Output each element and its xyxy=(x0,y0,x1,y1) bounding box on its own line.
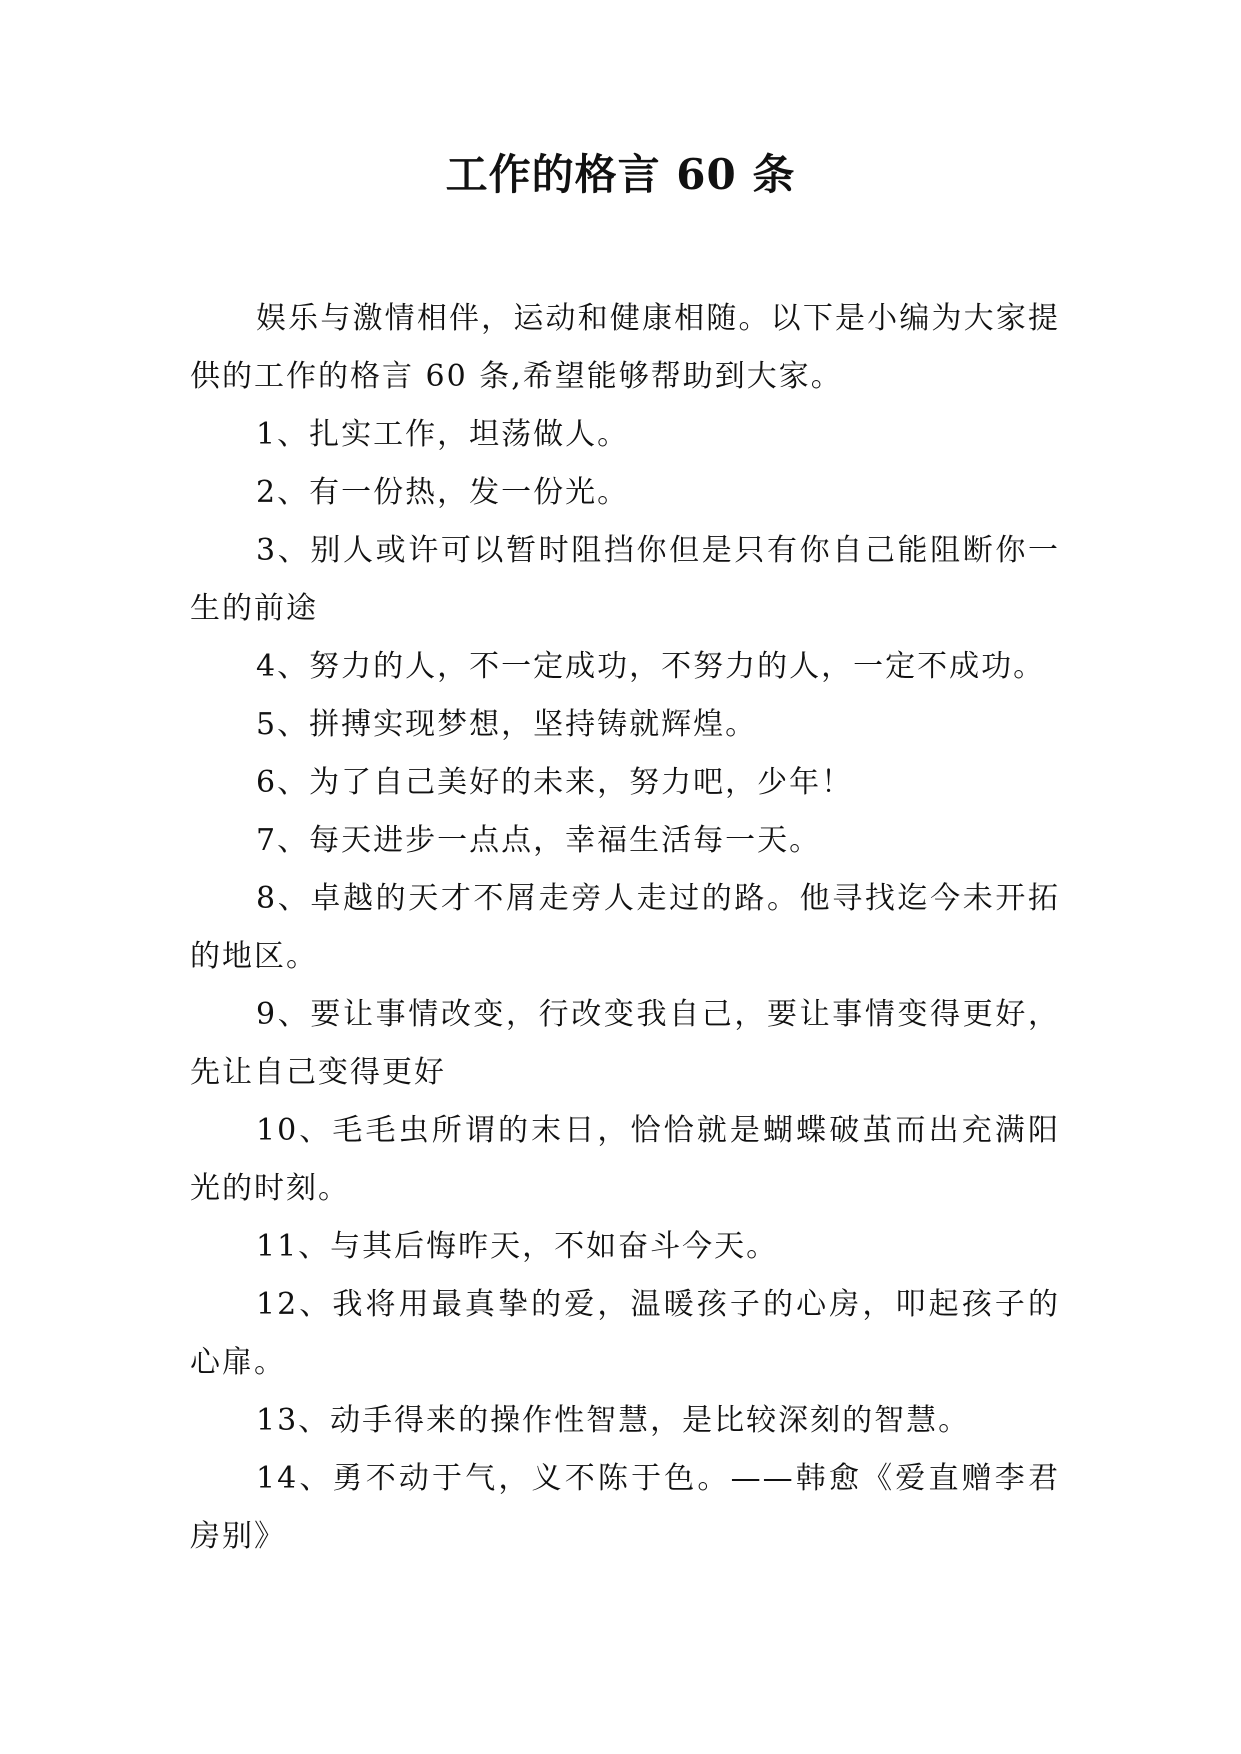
document-body xyxy=(190,290,1060,1566)
list-item: 10、毛毛虫所谓的末日，恰恰就是蝴蝶破茧而出充满阳光的时刻。 xyxy=(190,1113,1060,1206)
list-item: 7、每天进步一点点，幸福生活每一天。 xyxy=(256,823,822,858)
list-item: 9、要让事情改变，行改变我自己，要让事情变得更好，先让自己变得更好 xyxy=(190,997,1060,1090)
list-item: 5、拼搏实现梦想，坚持铸就辉煌。 xyxy=(256,707,758,742)
intro-paragraph: 娱乐与激情相伴，运动和健康相随。以下是小编为大家提供的工作的格言 60 条,希望能够帮助到大家。 xyxy=(190,301,1060,394)
list-item: 14、勇不动于气，义不陈于色。——韩愈《爱直赠李君房别》 xyxy=(190,1461,1060,1554)
list-item: 4、努力的人，不一定成功，不努力的人，一定不成功。 xyxy=(256,649,1046,684)
list-item: 6、为了自己美好的未来，努力吧，少年！ xyxy=(256,765,854,800)
list-item: 2、有一份热，发一份光。 xyxy=(256,475,630,510)
list-item: 3、别人或许可以暂时阻挡你但是只有你自己能阻断你一生的前途 xyxy=(190,533,1060,626)
document-title: 工作的格言 60 条 xyxy=(445,150,796,199)
list-item: 8、卓越的天才不屑走旁人走过的路。他寻找迄今未开拓的地区。 xyxy=(190,881,1060,974)
list-item: 12、我将用最真挚的爱，温暖孩子的心房，叩起孩子的心扉。 xyxy=(190,1287,1060,1380)
list-item: 1、扎实工作，坦荡做人。 xyxy=(256,417,630,452)
list-item: 11、与其后悔昨天，不如奋斗今天。 xyxy=(256,1229,779,1264)
list-item: 13、动手得来的操作性智慧，是比较深刻的智慧。 xyxy=(256,1403,971,1438)
